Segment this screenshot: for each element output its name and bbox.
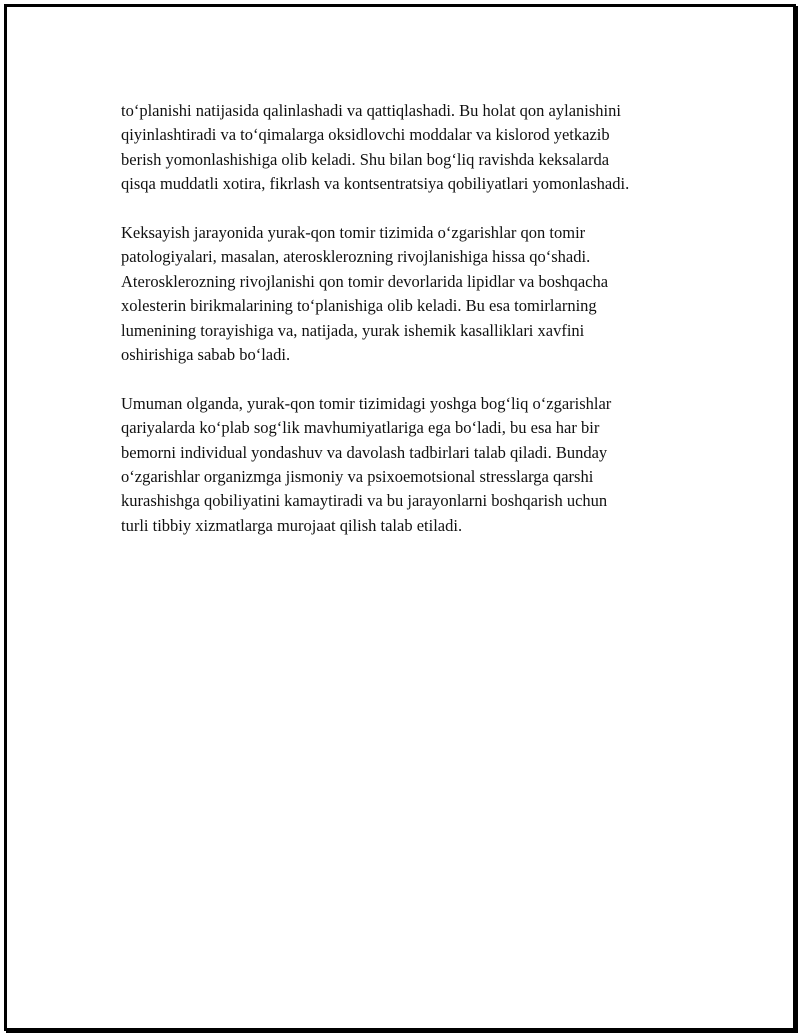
paragraph-3 — [121, 392, 701, 538]
text-line: to‘planishi natijasida qalinlashadi va qattiqlashadi. Bu holat qon aylanishini — [121, 101, 621, 120]
text-line: bemorni individual yondashuv va davolash tadbirlari talab qiladi. Bunday — [121, 442, 608, 462]
text-line: berish yomonlashishiga olib keladi. Shu bilan bog‘liq ravishda keksalarda — [121, 149, 610, 169]
text-line: Keksayish jarayonida yurak-qon tomir tizimida o‘zgarishlar qon tomir — [121, 223, 586, 243]
text-line: turli tibbiy xizmatlarga murojaat qilish talab etiladi. — [121, 515, 463, 535]
page-content — [121, 99, 701, 563]
text-line: oshirishiga sabab bo‘ladi. — [121, 345, 291, 365]
text-line: xolesterin birikmalarining to‘planishiga olib keladi. Bu esa tomirlarning — [121, 296, 597, 316]
text-line: kurashishga qobiliyatini kamaytiradi va bu jarayonlarni boshqarish uchun — [121, 491, 608, 511]
paragraph-1 — [121, 99, 701, 197]
text-line: lumenining torayishiga va, natijada, yurak ishemik kasalliklari xavfini — [121, 320, 585, 340]
text-line: qisqa muddatli xotira, fikrlash va kontsentratsiya qobiliyatlari yomonlashadi. — [121, 174, 630, 194]
text-line: Umuman olganda, yurak-qon tomir tizimidagi yoshga bog‘liq o‘zgarishlar — [121, 393, 612, 413]
text-line: Aterosklerozning rivojlanishi qon tomir devorlarida lipidlar va boshqacha — [121, 271, 609, 291]
text-line: patologiyalari, masalan, aterosklerozning rivojlanishiga hissa qo‘shadi. — [121, 247, 591, 267]
page-frame — [4, 4, 796, 1031]
text-line: qariyalarda ko‘plab sog‘lik mavhumiyatlariga ega bo‘ladi, bu esa har bir — [121, 418, 600, 438]
paragraph-2 — [121, 221, 701, 367]
text-line: o‘zgarishlar organizmga jismoniy va psixoemotsional stresslarga qarshi — [121, 467, 594, 487]
text-line: qiyinlashtiradi va to‘qimalarga oksidlovchi moddalar va kislorod yetkazib — [121, 125, 610, 145]
